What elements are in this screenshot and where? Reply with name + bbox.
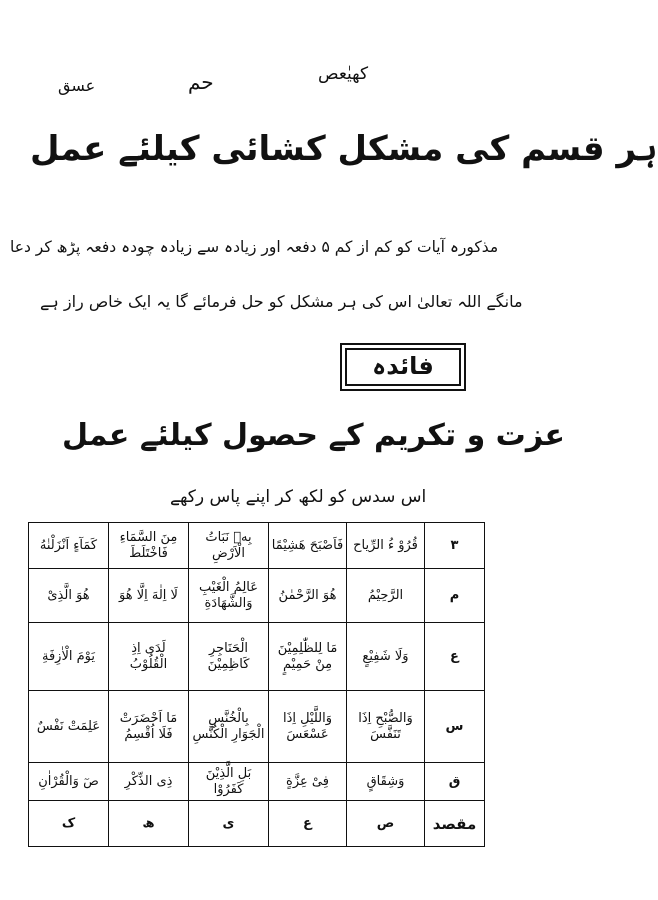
table-cell: وَشِقَاقٍ <box>347 763 425 801</box>
table-cell-index: ق <box>425 763 485 801</box>
table-cell-letter: ی <box>189 801 269 847</box>
table-cell-letter: ص <box>347 801 425 847</box>
paragraph-line-1: مذکورہ آیات کو کم از کم ۵ دفعہ اور زیادہ سے زیادہ چودہ دفعہ پڑھ کر دعا <box>10 238 499 256</box>
header-deco-left: عسق <box>58 76 96 95</box>
table-cell: مِنَ السَّمَاءِ فَاخْتَلَطَ <box>109 523 189 569</box>
table-cell: مَا اَحْضَرَتْ فَلَا اُقْسِمُ <box>109 691 189 763</box>
table-cell: لَدَى اِذِ الْقُلُوْبُ <box>109 623 189 691</box>
table-cell: لَا اِلٰهَ اِلَّا هُوَ <box>109 569 189 623</box>
table-row <box>29 763 485 801</box>
table-cell: بَلِ الَّذِیْنَ كَفَرُوْا <box>189 763 269 801</box>
table-cell-letter: ع <box>269 801 347 847</box>
table-cell: فِیْ عِزَّةٍ <box>269 763 347 801</box>
table-cell: عَالِمُ الْغَیْبِ وَالشَّهَادَةِ <box>189 569 269 623</box>
header-deco-right: کھیٰعص <box>318 64 369 84</box>
table-cell-index: س <box>425 691 485 763</box>
table-cell-index: مقصد <box>425 801 485 847</box>
table-cell: الرَّحِیْمُ <box>347 569 425 623</box>
taweez-table <box>28 522 485 847</box>
table-cell: هُوَ الرَّحْمٰنُ <box>269 569 347 623</box>
table-row <box>29 801 485 847</box>
table-cell: بِالْخُنَّسِ الْجَوَارِ الْكُنَّسِ <box>189 691 269 763</box>
table-cell-letter: ک <box>29 801 109 847</box>
table-cell-index: م <box>425 569 485 623</box>
table-cell: قُرُوْ ءُ الرِّیاح <box>347 523 425 569</box>
table-cell: فَاَصْبَحَ هَشِیْمًا <box>269 523 347 569</box>
table-cell: وَالصُّبْحِ اِذَا تَنَفَّسَ <box>347 691 425 763</box>
paragraph-line-2: مانگے اللہ تعالیٰ اس کی ہر مشکل کو حل فرمائے گا یہ ایک خاص راز ہے <box>40 292 523 311</box>
table-cell-letter: ھ <box>109 801 189 847</box>
table-instruction: اس سدس کو لکھ کر اپنے پاس رکھے <box>170 487 427 507</box>
table-cell: عَلِمَتْ نَفْسٌ <box>29 691 109 763</box>
table-cell-index: ع <box>425 623 485 691</box>
title-mushkil-kushai: ہر قسم کی مشکل کشائی کیلئے عمل <box>30 129 658 169</box>
table-cell: یَوْمَ الْاٰزِفَةِ <box>29 623 109 691</box>
table-row <box>29 569 485 623</box>
table-cell: ذِی الذِّكْرِ <box>109 763 189 801</box>
table-row <box>29 691 485 763</box>
table-row <box>29 523 485 569</box>
title-izzat-takreem: عزت و تکریم کے حصول کیلئے عمل <box>62 418 565 453</box>
table-cell-index: ۳ <box>425 523 485 569</box>
table-cell: وَاللَّیْلِ اِذَا عَسْعَسَ <box>269 691 347 763</box>
table-cell: الْحَنَاجِرِ كَاظِمِیْنَ <box>189 623 269 691</box>
table-cell: وَلَا شَفِیْعٍ <box>347 623 425 691</box>
table-cell: بِهٖ نَبَاتُ الْاَرْضِ <box>189 523 269 569</box>
table-cell: هُوَ الَّذِیْ <box>29 569 109 623</box>
table-row <box>29 623 485 691</box>
header-deco-center: حم <box>188 70 214 94</box>
faida-box <box>340 343 466 391</box>
faida-label: فائدہ <box>372 352 434 380</box>
table-cell: مَا لِلظّٰلِمِیْنَ مِنْ حَمِیْمٍ <box>269 623 347 691</box>
table-cell: صٓ وَالْقُرْاٰنِ <box>29 763 109 801</box>
table-cell: کَمَآءٍ اَنْزَلْنٰهُ <box>29 523 109 569</box>
